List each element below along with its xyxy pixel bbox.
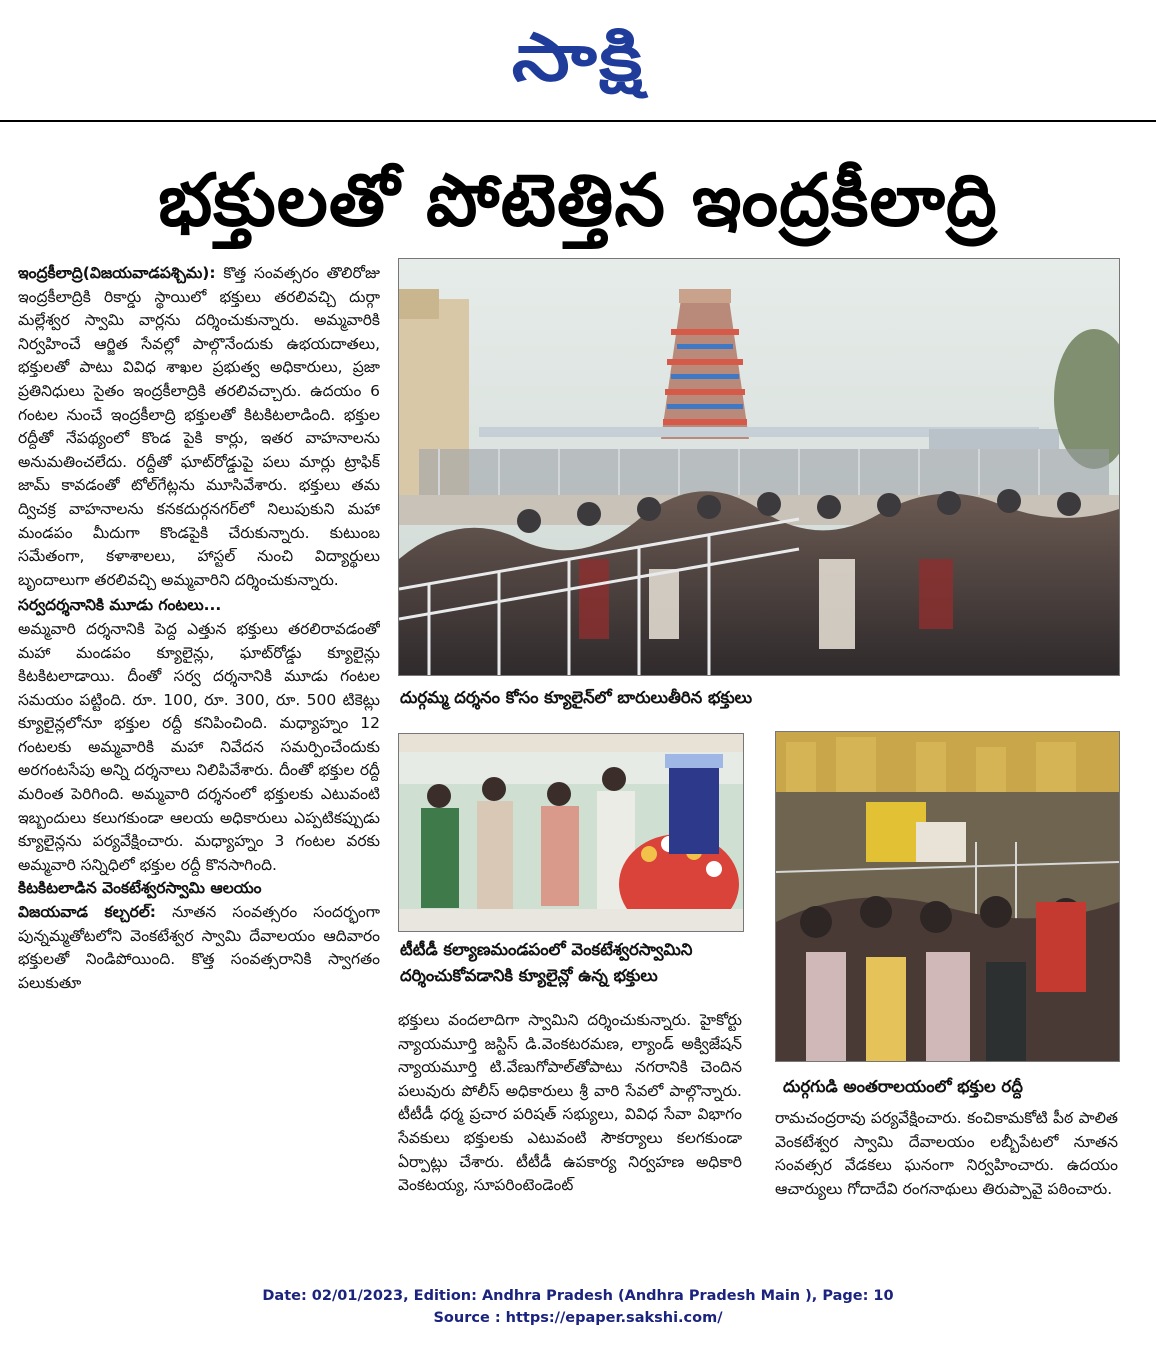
- article-column-left: [18, 262, 380, 1250]
- caption-main-photo: దుర్గమ్మ దర్శనం కోసం క్యూలైన్‌లో బారులుతీరిన భక్తులు: [400, 688, 753, 707]
- headline: భక్తులతో పోటెత్తిన ఇంద్రకీలాద్రి: [158, 158, 998, 242]
- masthead: [0, 18, 1156, 98]
- caption-temple-interior: దుర్గగుడి అంతరాలయంలో భక్తుల రద్దీ: [783, 1077, 1023, 1096]
- temple-interior-image: [776, 732, 1119, 1061]
- masthead-rule: [0, 120, 1156, 122]
- footer-edition-line: Date: 02/01/2023, Edition: Andhra Pradesh (Andhra Pradesh Main ), Page: 10: [262, 1288, 894, 1304]
- article-paragraph-3: నూతన సంవత్సరం సందర్భంగా పున్నమ్మతోటలోని వెంకటేశ్వర స్వామి దేవాలయం ఆదివారం భక్తులతో నిండిపోయింది. కొత్త సంవత్సరానికి స్వాగతం పలుకుతూ: [18, 903, 380, 992]
- article-column-right: [775, 1107, 1118, 1257]
- caption-ttd-photo: టీటీడీ కల్యాణమండపంలో వెంకటేశ్వరస్వామిని దర్శించుకోవడానికి క్యూలైన్లో ఉన్న భక్తులు: [400, 940, 693, 985]
- newspaper-logo: సాక్షి: [511, 19, 645, 96]
- article-paragraph-5: రామచంద్రరావు పర్యవేక్షించారు. కంచికామకోటి పీఠ పాలిత వెంకటేశ్వర స్వామి దేవాలయం లబ్బీపేటలో నూతన సంవత్సర వేడకలు ఘనంగా నిర్వహించారు. ఉదయం ఆచార్యులు గోదాదేవి రంగనాథులు తిరుప్పావై పఠించారు.: [775, 1109, 1118, 1198]
- photo-temple-queue: [398, 258, 1120, 676]
- article-paragraph-1: కొత్త సంవత్సరం తొలిరోజు ఇంద్రకీలాద్రికి రికార్డు స్థాయిలో భక్తులు తరలివచ్చి దుర్గా మల్లేశ్వర స్వామి వార్లను దర్శించుకున్నారు. అమ్మవారికి నిర్వహించే ఆర్జిత సేవల్లో పాల్గొనేందుకు ఉభయదాతలు, భక్తులతో పాటు వివిధ శాఖల ప్రభుత్వ అధికారులు, ప్రజా ప్రతినిధులు సైతం ఇంద్రకీలాద్రికి తరలివచ్చారు. ఉదయం 6 గంటల నుంచే ఇంద్రకీలాద్రి భక్తులతో కిటకిటలాడింది. భక్తుల రద్దీతో నేపథ్యంలో కొండ పైకి కార్లు, ఇతర వాహనాలను అనుమతించలేదు. రద్దీతో ఘాట్‌రోడ్డుపై పలు మార్లు ట్రాఫిక్ జామ్ కావడంతో టోల్‌గేట్లను మూసివేశారు. భక్తులు తమ ద్విచక్ర వాహనాలను కనకదుర్గనగర్‌లో నిలుపుకుని మహా మండపం మీదుగా కొండపైకి చేరుకున్నారు. కుటుంబ సమేతంగా, కళాశాలలు, హాస్టల్ నుంచి విద్యార్థులు బృందాలుగా తరలివచ్చి అమ్మవారిని దర్శించుకున్నారు.: [18, 264, 380, 589]
- article-dateline-2: విజయవాడ కల్చరల్:: [18, 903, 157, 922]
- photo-ttd-kalyanamandapam: [398, 733, 744, 932]
- article-dateline: ఇంద్రకీలాద్రి(విజయవాడపశ్చిమ):: [18, 264, 216, 282]
- article-paragraph-4: భక్తులు వందలాదిగా స్వామిని దర్శించుకున్నారు. హైకోర్టు న్యాయమూర్తి జస్టిస్ డి.వెంకటరమణ, ల్యాండ్ అక్విజేషన్ న్యాయమూర్తి టి.వేణుగోపాల్‌తోపాటు నగరానికి చెందిన పలువురు పోలీస్ అధికారులు శ్రీ వారి సేవలో పాల్గొన్నారు. టీటీడీ ధర్మ ప్రచార పరిషత్ సభ్యులు, వివిధ సేవా విభాగం సేవకులు భక్తులకు ఎటువంటి సౌకర్యాలు కలగకుండా ఏర్పాట్లు చేశారు. టీటీడీ ఉపకార్య నిర్వహణ అధికారి వెంకటయ్య, సూపరింటెండెంట్: [398, 1011, 742, 1195]
- subhead-sarvadarshanam: సర్వదర్శనానికి మూడు గంటలు...: [18, 596, 222, 615]
- ttd-queue-image: [399, 734, 743, 931]
- subhead-venkateswara: కిటకిటలాడిన వెంకటేశ్వరస్వామి ఆలయం: [18, 879, 262, 898]
- article-column-middle: [398, 1009, 742, 1254]
- footer-source-line: Source : https://epaper.sakshi.com/: [433, 1310, 723, 1326]
- article-paragraph-2: అమ్మవారి దర్శనానికి పెద్ద ఎత్తున భక్తులు తరలిరావడంతో మహా మండపం క్యూలైన్లు, ఘాట్‌రోడ్డు క్యూలైన్లు కిటకిటలాడాయి. దీంతో సర్వ దర్శనానికి మూడు గంటల సమయం పట్టింది. రూ. 100, రూ. 300, రూ. 500 టికెట్లు క్యూలైన్లలోనూ భక్తుల రద్దీ కనిపించింది. మధ్యాహ్నం 12 గంటలకు అమ్మవారికి మహా నివేదన సమర్పించేందుకు అరగంటసేపు అన్ని దర్శనాలు నిలిపివేశారు. దీంతో భక్తుల రద్దీ మరింత పెరిగింది. అమ్మవారి దర్శనంలో భక్తులకు ఎటువంటి ఇబ్బందులు కలుగకుండా ఆలయ అధికారులు ఎప్పటికప్పుడు క్యూలైన్లను పర్యవేక్షించారు. మధ్యాహ్నం 3 గంటల వరకు అమ్మవారి సన్నిధిలో భక్తుల రద్దీ కొనసాగింది.: [18, 619, 380, 874]
- temple-queue-image: [399, 259, 1119, 675]
- photo-temple-interior: [775, 731, 1120, 1062]
